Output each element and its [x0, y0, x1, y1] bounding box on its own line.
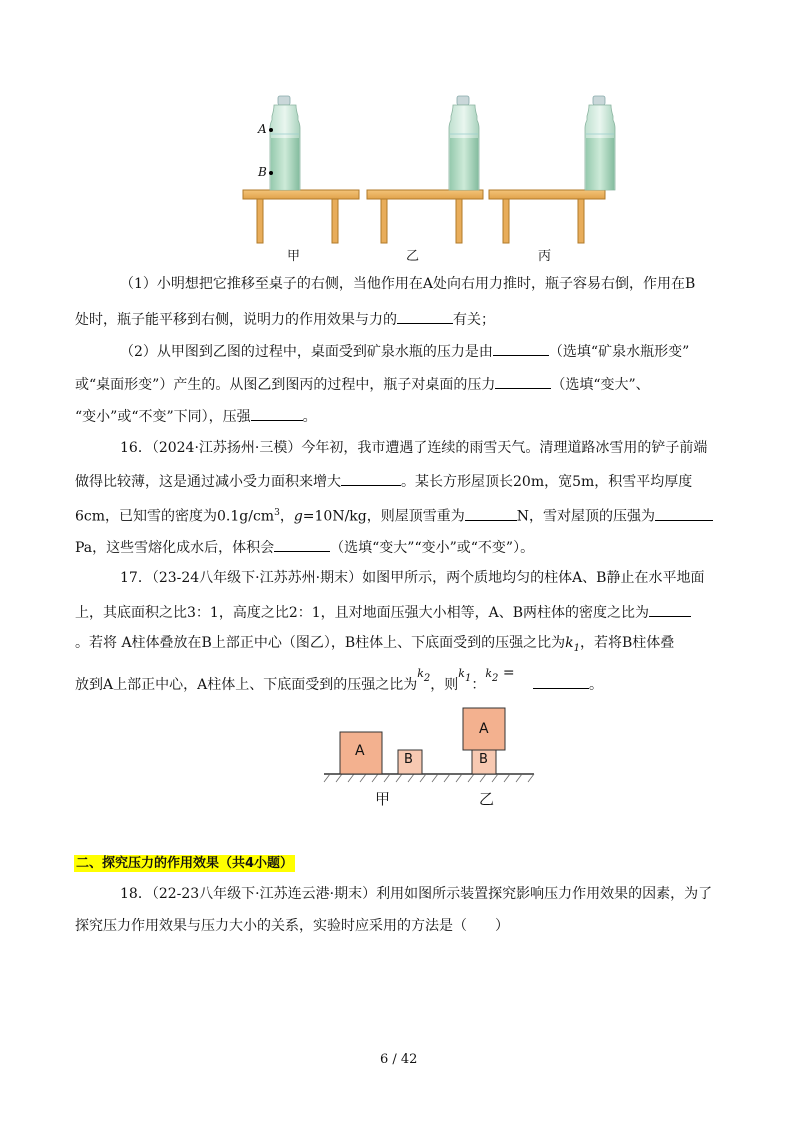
- q18-line1: 18．（22-23八年级下·江苏连云港·期末）利用如图所示装置探究影响压力作用效果的因素，为了: [120, 886, 713, 902]
- q16-line4: Pa，这些雪熔化成水后，体积会 （选填“变大”“变小”或“不变”）。: [75, 536, 534, 558]
- q15-part1-line2: 处时，瓶子能平移到右侧，说明力的作用效果与力的 有关；: [75, 308, 495, 330]
- answer-blank[interactable]: [655, 505, 713, 521]
- point-b-label: B: [258, 165, 267, 179]
- bottle-yi: [449, 96, 479, 190]
- table-jia: [243, 190, 359, 243]
- answer-blank[interactable]: [341, 470, 401, 486]
- answer-blank[interactable]: [465, 505, 517, 521]
- stack-a-label: A: [479, 721, 489, 737]
- bottle-jia: [270, 96, 300, 190]
- q17-line2: 上，其底面积之比3：1，高度之比2：1，且对地面压强大小相等，A、B两柱体的密度之比为: [75, 601, 691, 623]
- answer-blank[interactable]: [649, 601, 691, 617]
- answer-blank[interactable]: [397, 308, 453, 324]
- q17-line4: 放到A上部正中心，A柱体上、下底面受到的压强之比为$^k$2，则$^k$1：$^k$2 = 。: [75, 665, 604, 693]
- answer-blank[interactable]: [495, 373, 551, 389]
- q15-part2-line3: “变小”或“不变”下同），压强 。: [75, 405, 317, 427]
- q16-line1: 16．（2024·江苏扬州·三模）今年初，我市遭遇了连续的雨雪天气。清理道路冰雪用的铲子前端: [120, 440, 708, 456]
- section-heading: 二、探究压力的作用效果（共4小题）: [76, 856, 294, 871]
- figure1-label-yi: 乙: [406, 249, 420, 264]
- q15-part1-line1: （1）小明想把它推移至桌子的右侧，当他作用在A处向右用力推时，瓶子容易右倒，作用在B: [120, 276, 696, 292]
- answer-blank[interactable]: [274, 536, 330, 552]
- q17-line3: 。若将 A柱体叠放在B上部正中心（图乙），B柱体上、下底面受到的压强之比为$k_1$，若将B柱体叠: [75, 635, 675, 654]
- q15-part2-line1: （2）从甲图到乙图的过程中，桌面受到矿泉水瓶的压力是由 （选填“矿泉水瓶形变”: [120, 340, 689, 362]
- block-b-label: B: [404, 752, 413, 767]
- q17-line1: 17．（23-24八年级下·江苏苏州·期末）如图甲所示，两个质地均匀的柱体A、B静止在水平地面: [120, 570, 705, 586]
- figure2-label-jia: 甲: [375, 790, 391, 808]
- blocks-figure: [320, 702, 540, 787]
- table-yi: [367, 190, 483, 243]
- figure1-label-jia: 甲: [287, 249, 301, 264]
- answer-blank[interactable]: [533, 673, 589, 689]
- block-a-label: A: [355, 743, 365, 759]
- point-a-dot: [269, 128, 273, 132]
- bottle-table-figure: [230, 88, 620, 268]
- figure2-label-yi: 乙: [479, 790, 495, 808]
- q16-line3: 6cm，已知雪的密度为$0.1g/cm^3$，g=10N/kg，则屋顶雪重为 N，雪对屋顶的压强为: [75, 503, 713, 527]
- table-bing: [489, 190, 605, 243]
- q15-part2-line2: 或“桌面形变”）产生的。从图乙到图丙的过程中，瓶子对桌面的压力 （选填“变大”、: [75, 373, 650, 395]
- answer-blank[interactable]: [251, 405, 303, 421]
- bottle-bing: [585, 96, 615, 190]
- figure1-label-bing: 丙: [538, 249, 552, 264]
- stack-b-label: B: [479, 752, 488, 767]
- point-b-dot: [269, 171, 273, 175]
- q16-line2: 做得比较薄，这是通过减小受力面积来增大 。某长方形屋顶长20m，宽5m，积雪平均厚度: [75, 470, 692, 492]
- point-a-label: A: [258, 122, 267, 136]
- answer-blank[interactable]: [493, 340, 549, 356]
- q18-line2: 探究压力作用效果与压力大小的关系，实验时应采用的方法是（ ）: [75, 918, 509, 934]
- page-number: 6 / 42: [380, 1052, 418, 1067]
